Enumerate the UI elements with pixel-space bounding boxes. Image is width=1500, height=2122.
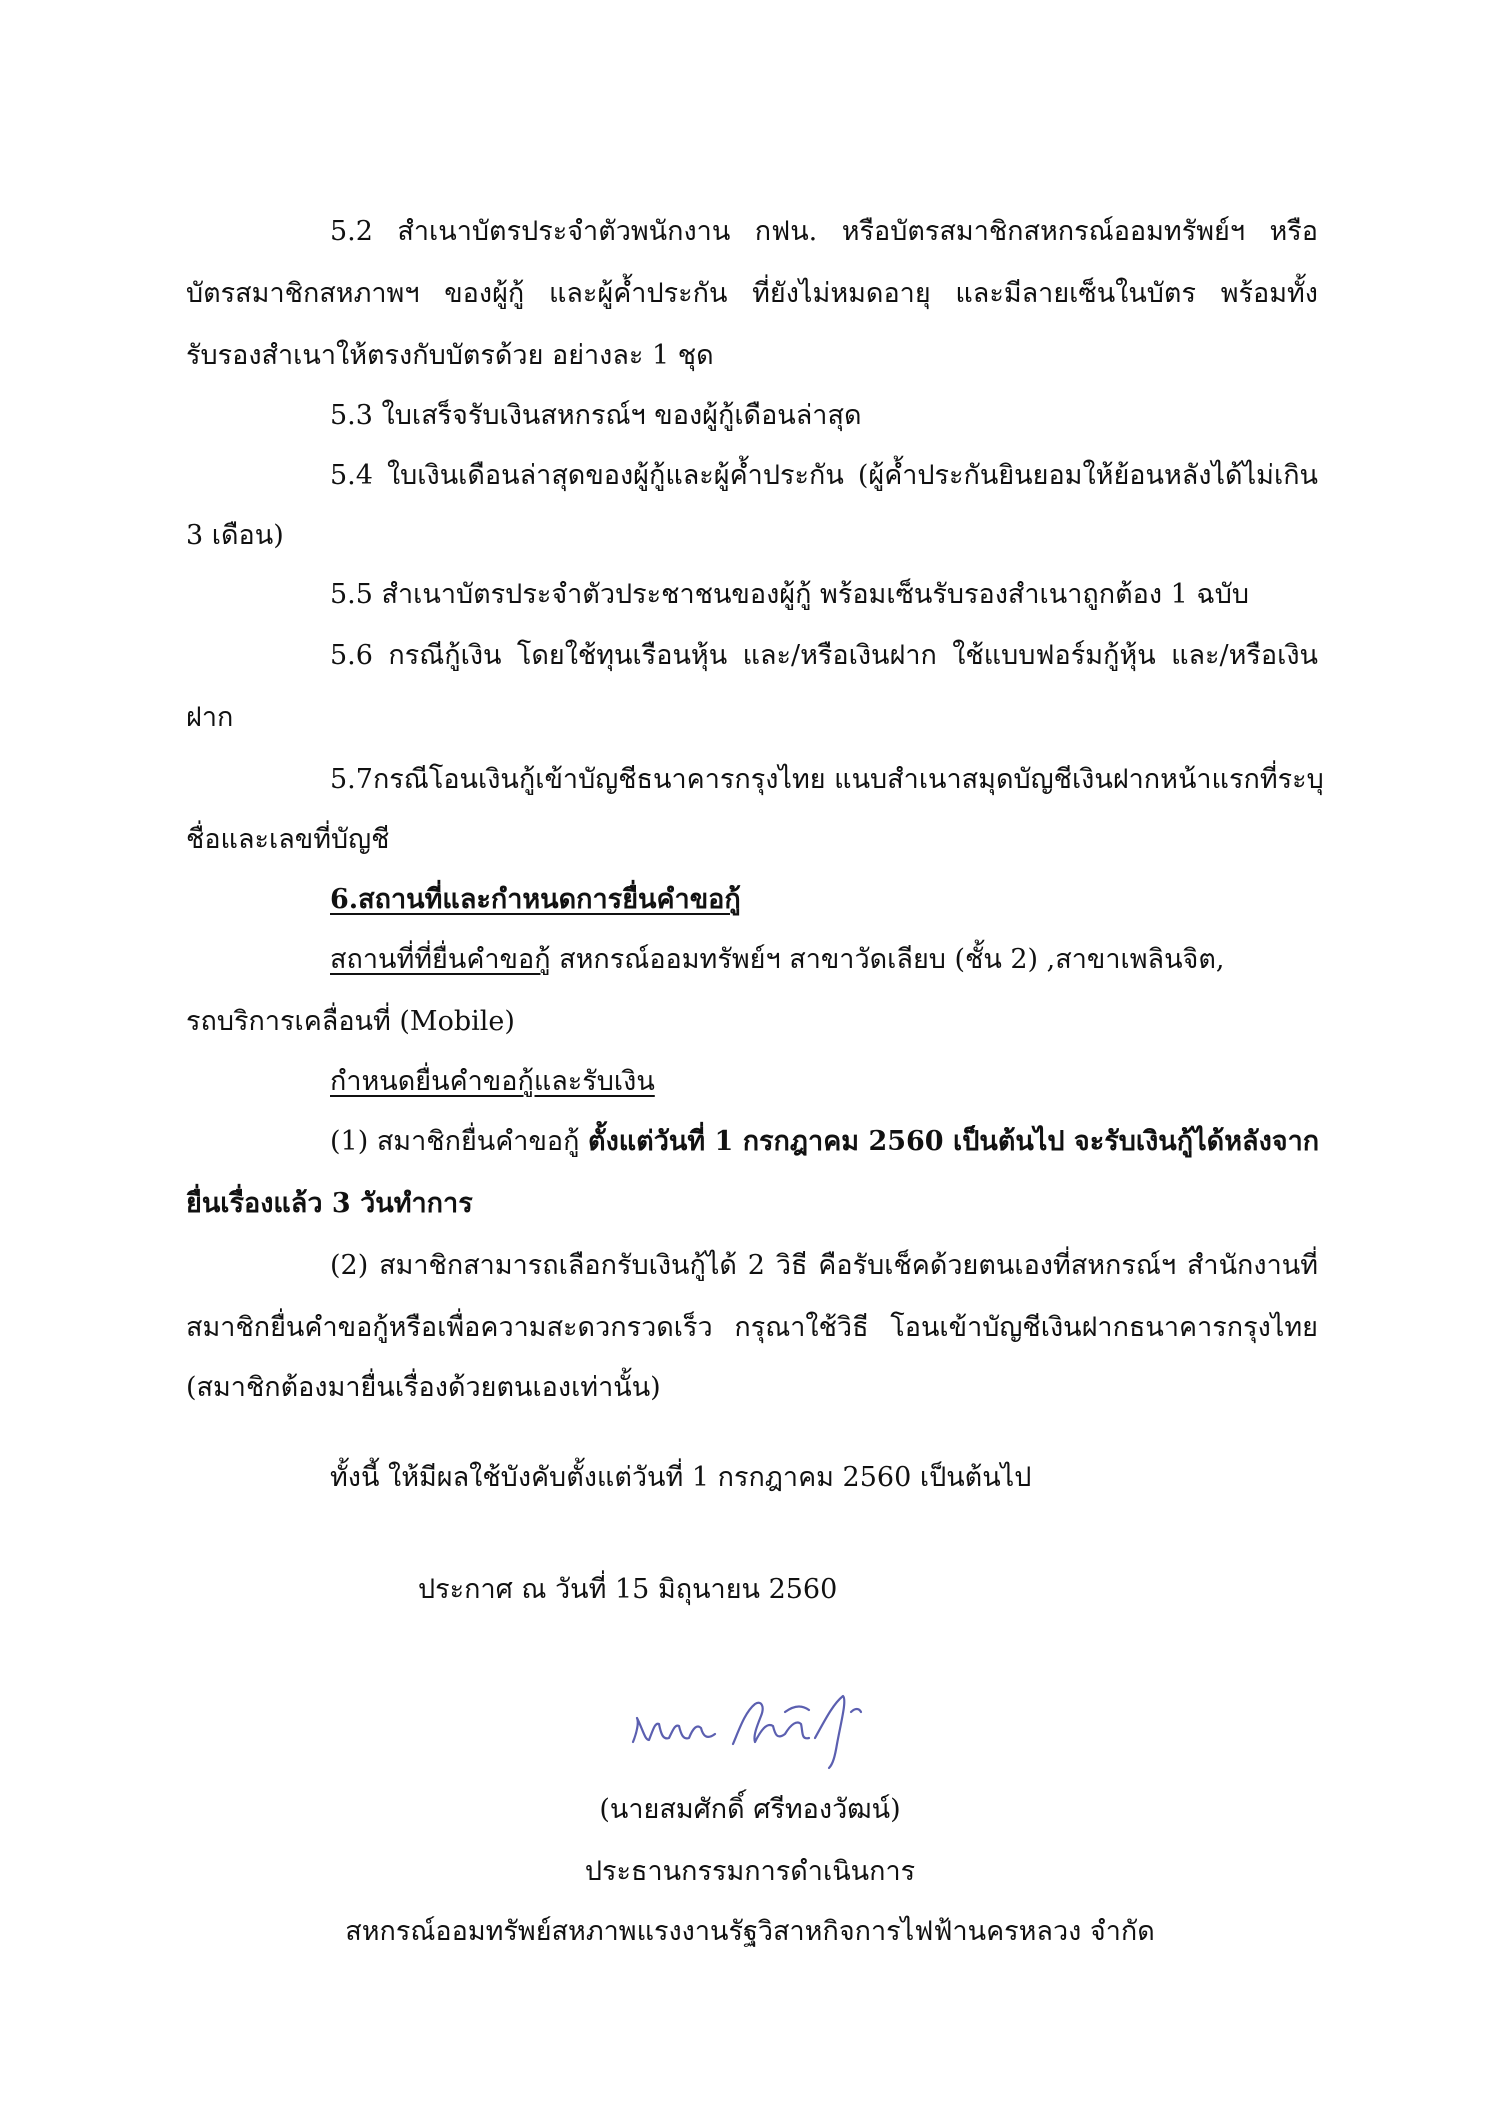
place-label: สถานที่ที่ยื่นคำขอกู้ [330,944,551,975]
item-1-prefix: (1) สมาชิกยื่นคำขอกู้ [330,1126,589,1157]
item-1-line-2: ยื่นเรื่องแล้ว 3 วันทำการ [186,1188,473,1219]
signature-image [615,1660,905,1780]
item-1-bold: ตั้งแต่วันที่ 1 กรกฎาคม 2560 เป็นต้นไป จะรับเงินกู้ได้หลังจาก [588,1126,1320,1157]
item-2-line-3: (สมาชิกต้องมายื่นเรื่องด้วยตนเองเท่านั้น) [186,1372,661,1403]
item-1-line-1 [330,1122,1319,1162]
place-line-2: รถบริการเคลื่อนที่ (Mobile) [186,1006,515,1037]
item-5-2-line-3: รับรองสำเนาให้ตรงกับบัตรด้วย อย่างละ 1 ชุด [186,340,714,371]
effective-date: ทั้งนี้ ให้มีผลใช้บังคับตั้งแต่วันที่ 1 กรกฎาคม 2560 เป็นต้นไป [330,1462,1032,1493]
announcement-date: ประกาศ ณ วันที่ 15 มิถุนายน 2560 [418,1574,838,1605]
signer-name: (นายสมศักดิ์ ศรีทองวัฒน์) [599,1794,901,1825]
item-5-2-line-2: บัตรสมาชิกสหภาพฯ ของผู้กู้ และผู้ค้ำประกัน ที่ยังไม่หมดอายุ และมีลายเซ็นในบัตร พร้อมทั้ง [186,278,1318,309]
item-2-line-2: สมาชิกยื่นคำขอกู้หรือเพื่อความสะดวกรวดเร็ว กรุณาใช้วิธี โอนเข้าบัญชีเงินฝากธนาคารกรุงไทย [186,1312,1318,1343]
item-5-2-line-1: 5.2 สำเนาบัตรประจำตัวพนักงาน กฟน. หรือบัตรสมาชิกสหกรณ์ออมทรัพย์ฯ หรือ [330,216,1318,247]
place-line-1 [330,940,1224,980]
item-5-6-line-2: ฝาก [186,702,234,733]
item-5-4-line-2: 3 เดือน) [186,520,284,551]
item-5-7-line-1: 5.7กรณีโอนเงินกู้เข้าบัญชีธนาคารกรุงไทย แนบสำเนาสมุดบัญชีเงินฝากหน้าแรกที่ระบุ [330,764,1324,795]
signer-title: ประธานกรรมการดำเนินการ [584,1856,916,1887]
item-5-4-line-1: 5.4 ใบเงินเดือนล่าสุดของผู้กู้และผู้ค้ำประกัน (ผู้ค้ำประกันยินยอมให้ย้อนหลังได้ไม่เกิน [330,460,1318,491]
item-5-5: 5.5 สำเนาบัตรประจำตัวประชาชนของผู้กู้ พร้อมเซ็นรับรองสำเนาถูกต้อง 1 ฉบับ [330,579,1250,610]
schedule-heading: กำหนดยื่นคำขอกู้และรับเงิน [330,1066,655,1097]
section-6-heading: 6.สถานที่และกำหนดการยื่นคำขอกู้ [330,884,741,915]
organization-name: สหกรณ์ออมทรัพย์สหภาพแรงงานรัฐวิสาหกิจการไฟฟ้านครหลวง จำกัด [345,1916,1155,1947]
item-5-3: 5.3 ใบเสร็จรับเงินสหกรณ์ฯ ของผู้กู้เดือนล่าสุด [330,400,862,431]
item-5-6-line-1: 5.6 กรณีกู้เงิน โดยใช้ทุนเรือนหุ้น และ/หรือเงินฝาก ใช้แบบฟอร์มกู้หุ้น และ/หรือเงิน [330,640,1318,671]
item-5-7-line-2: ชื่อและเลขที่บัญชี [186,824,390,855]
place-text: สหกรณ์ออมทรัพย์ฯ สาขาวัดเลียบ (ชั้น 2) ,สาขาเพลินจิต, [550,944,1225,975]
item-2-line-1: (2) สมาชิกสามารถเลือกรับเงินกู้ได้ 2 วิธี คือรับเช็คด้วยตนเองที่สหกรณ์ฯ สำนักงานที่ [330,1250,1318,1281]
